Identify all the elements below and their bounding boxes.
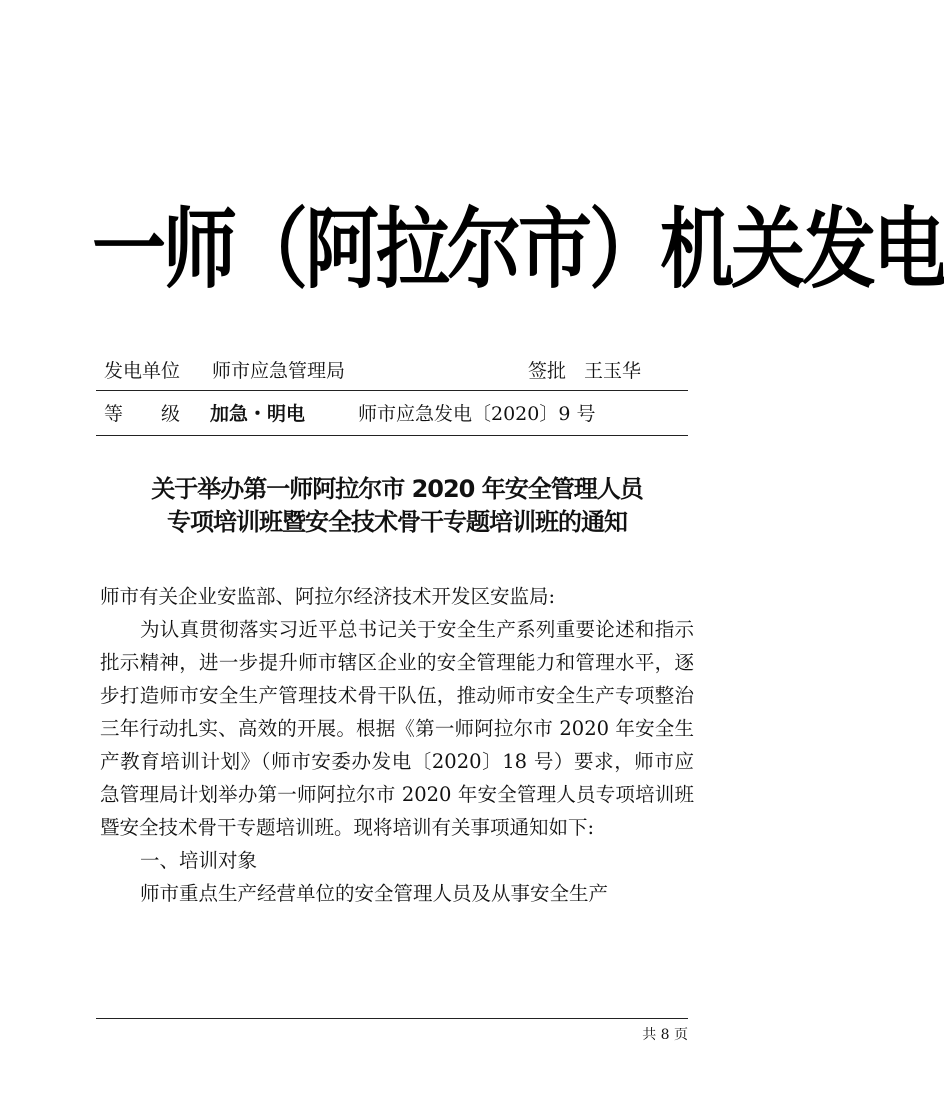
sender-label: 发电单位: [104, 360, 181, 382]
masthead-title: 一师（阿拉尔市）机关发电: [92, 199, 944, 301]
doc-number: 师市应急发电〔2020〕9 号: [358, 403, 596, 425]
document-title-line-1: 关于举办第一师阿拉尔市 2020 年安全管理人员: [151, 475, 643, 503]
page-count: 共 8 页: [642, 1027, 688, 1043]
document-body: [100, 580, 694, 910]
section-paragraph-1: 师市重点生产经营单位的安全管理人员及从事安全生产: [140, 882, 609, 905]
section-heading-1: 一、培训对象: [140, 849, 258, 872]
header-row-sender: [100, 356, 688, 390]
header-divider-1: [96, 390, 688, 391]
body-paragraph-1: 为认真贯彻落实习近平总书记关于安全生产系列重要论述和指示批示精神，进一步提升师市辖区企业的安全管理能力和管理水平，逐步打造师市安全生产管理技术骨干队伍，推动师市安全生产专项整治三年行动扎实、高效的开展。根据《第一师阿拉尔市 2020 年安全生产教育培训计划》（师市安委办发电〔2020〕18 号）要求，师市应急管理局计划举办第一师阿拉尔市 2020 年安全管理人员专项培训班暨安全技术骨干专题培训班。现将培训有关事项通知如下:: [100, 618, 694, 839]
addressee: 师市有关企业安监部、阿拉尔经济技术开发区安监局:: [100, 585, 556, 608]
document-title-line-2: 专项培训班暨安全技术骨干专题培训班的通知: [167, 508, 627, 536]
level-value: 加急・明电: [210, 403, 306, 425]
approver-label: 签批: [528, 360, 567, 382]
header-row-level: [100, 398, 688, 434]
sender-value: 师市应急管理局: [212, 360, 346, 382]
level-label: 等 级: [104, 403, 181, 425]
approver-value: 王玉华: [584, 360, 642, 382]
header-divider-2: [96, 435, 688, 436]
footer-divider: [96, 1018, 688, 1019]
